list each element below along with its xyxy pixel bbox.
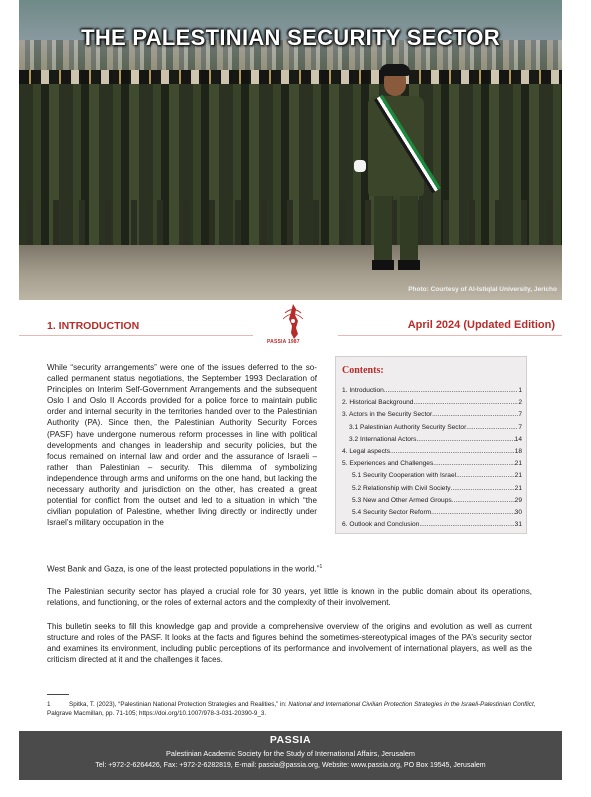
contents-item-label: 6. Outlook and Conclusion: [342, 521, 420, 529]
contents-item-label: 2. Historical Background: [342, 399, 414, 407]
contents-item-leader: [384, 387, 519, 399]
logo-caption: PASSIA 1987: [267, 339, 300, 345]
table-of-contents: [335, 356, 527, 534]
contents-item-label: 5.1 Security Cooperation with Israel: [352, 472, 457, 480]
footnote: [47, 700, 537, 718]
contents-item-page: 14: [514, 435, 522, 443]
contents-item-page: 18: [514, 447, 522, 455]
paragraph-security-role: The Palestinian security sector has played a crucial role for 30 years, yet little is known in the public domain about its operations, relations, and functioning, or the roles of external actors and the complexity of their involvement.: [47, 587, 532, 608]
passia-logo-icon: [265, 301, 321, 343]
footnote-text-a: Spitka, T. (2023), “Palestinian National Protection Strategies and Realities,” in:: [69, 701, 289, 708]
contents-item[interactable]: [342, 387, 522, 399]
contents-item-leader: [451, 485, 515, 497]
contents-item-page: 21: [514, 460, 522, 468]
footnote-number: 1: [47, 701, 51, 708]
contents-item-leader: [456, 472, 515, 484]
contents-item-leader: [390, 448, 515, 460]
edition-date: April 2024 (Updated Edition): [407, 319, 555, 331]
contents-item-label: 3.1 Palestinian Authority Security Sector: [349, 423, 467, 431]
contents-heading: Contents:: [342, 365, 384, 376]
intro-paragraph-end: [47, 562, 367, 575]
contents-item[interactable]: [342, 472, 522, 484]
contents-item-page: 29: [514, 496, 522, 504]
contents-item[interactable]: [342, 497, 522, 509]
contents-item-label: 3. Actors in the Security Sector: [342, 411, 433, 419]
photo-credit: Photo: Courtesy of Al-Istiqlal University, Jericho: [408, 286, 557, 293]
contents-item[interactable]: [342, 509, 522, 521]
contents-item-leader: [466, 424, 518, 436]
contents-item-leader: [452, 497, 515, 509]
contents-item-leader: [419, 521, 514, 533]
footnote-divider: [47, 694, 69, 695]
contents-item-label: 5.3 New and Other Armed Groups: [352, 496, 452, 504]
contents-item-leader: [431, 509, 515, 521]
footer: [19, 731, 562, 780]
contents-item-leader: [413, 399, 518, 411]
contents-item[interactable]: [342, 436, 522, 448]
contents-item-page: 31: [514, 521, 522, 529]
contents-item[interactable]: [342, 485, 522, 497]
document-title: THE PALESTINIAN SECURITY SECTOR: [81, 25, 500, 50]
intro-paragraph: While “security arrangements” were one of the issues deferred to the so-called permanent status negotiations, the September 1993 Declaration of Principles on Interim Self-Government Arrangements and the subsequent Oslo I and Oslo II Accords provided for a police force to maintain public order and internal security in the territories handed over to the Palestinian Authority (PA). Since then, the Palestinian Authority Security Forces (PASF) have undergone numerous reform processes in line with political developments and changes in leadership and security policies, but the focus remained on internal law and order and the assurance of Israeli – rather than Palestinian – security. This dilemma of symbolizing independence through arms and uniforms on the one hand, but lacking the necessary authority and jurisdiction on the other, has created a great potential for conflict from the outset and led to a situation in which “the civilian population of Palestine, whether living directly or indirectly under Israel’s military occupation in the: [47, 363, 317, 528]
contents-item-label: 5.2 Relationship with Civil Society: [352, 484, 451, 492]
footnote-book-title: National and International Civilian Protection Strategies in the Israeli-Palestinian Conflict: [288, 701, 534, 708]
footer-org-name: PASSIA: [269, 734, 312, 746]
footer-org-full-name: Palestinian Academic Society for the Study of International Affairs, Jerusalem: [166, 749, 415, 758]
contents-item-label: 4. Legal aspects: [342, 447, 391, 455]
contents-item-page: 2: [518, 399, 522, 407]
contents-item-label: 1. Introduction: [342, 387, 384, 394]
contents-item-leader: [433, 460, 514, 472]
contents-item[interactable]: [342, 424, 522, 436]
contents-item-label: 5.4 Security Sector Reform: [352, 508, 432, 516]
contents-item-page: 30: [514, 508, 522, 516]
contents-item-page: 7: [518, 423, 522, 431]
contents-item-page: 21: [514, 484, 522, 492]
lead-soldier-with-flag-sash: [354, 60, 438, 275]
contents-item[interactable]: [342, 521, 522, 533]
contents-item-leader: [432, 411, 518, 423]
footer-contact[interactable]: Tel: +972-2-6264426, Fax: +972-2-6282819, E-mail: passia@passia.org, Website: www.passia.org, PO Box 19545, Jerusalem: [95, 762, 486, 769]
cover-photo: [19, 0, 562, 300]
contents-item[interactable]: [342, 411, 522, 423]
contents-item-page: 1: [518, 387, 522, 394]
footnote-text-b[interactable]: , Palgrave Macmillan, pp. 71-105; https://doi.org/10.1007/978-3-031-20390-9_3.: [47, 701, 536, 717]
paragraph-bulletin-aim: This bulletin seeks to fill this knowledge gap and provide a comprehensive overview of the origins and evolution as well as current structure and roles of the PASF. It looks at the facts and figures behind the sometimes-stereotypical images of the PA’s security sector and examines its environment, including public perceptions of its performance and involvement of international players, as well as the criticism directed at it and the challenges it faces.: [47, 622, 532, 665]
contents-item[interactable]: [342, 460, 522, 472]
contents-item-page: 7: [518, 411, 522, 419]
contents-item[interactable]: [342, 399, 522, 411]
contents-item-label: 3.2 International Actors: [349, 435, 417, 443]
contents-list: [342, 387, 522, 533]
beret-row: [19, 70, 562, 84]
contents-item[interactable]: [342, 448, 522, 460]
contents-item-leader: [416, 436, 514, 448]
footnote-ref[interactable]: 1: [319, 564, 323, 570]
intro-paragraph-end-text: West Bank and Gaza, is one of the least protected populations in the world.”: [47, 564, 320, 574]
contents-item-page: 21: [514, 472, 522, 480]
contents-item-label: 5. Experiences and Challenges: [342, 460, 434, 468]
section-title: 1. INTRODUCTION: [47, 320, 140, 332]
